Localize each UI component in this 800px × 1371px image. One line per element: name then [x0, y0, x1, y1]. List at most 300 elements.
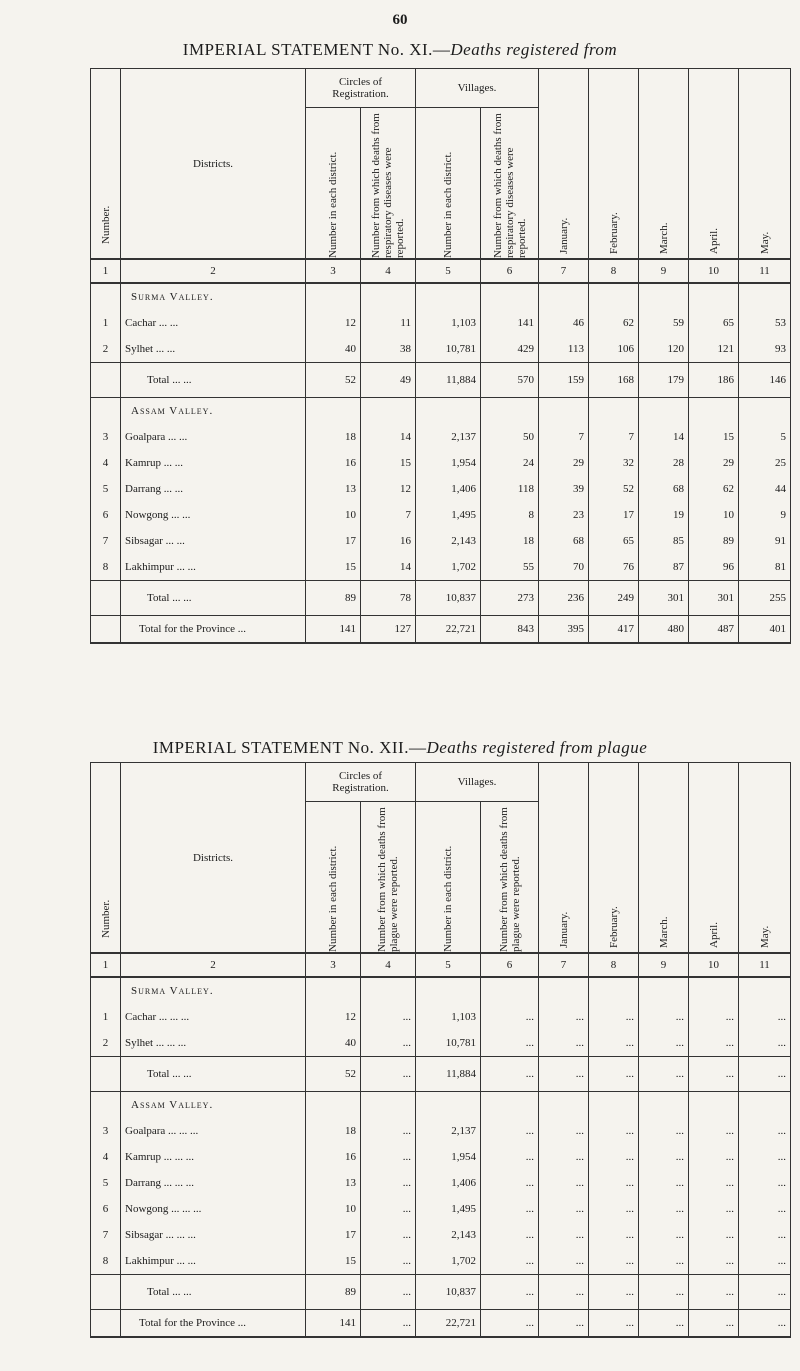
statement-12-title — [0, 738, 800, 758]
cell-col-3: 13 — [306, 1170, 361, 1196]
statement-12-body — [91, 953, 791, 1337]
cell-col-6: 55 — [481, 554, 539, 581]
cell-col-6: ... — [481, 1118, 539, 1144]
cell-col-3: 12 — [306, 310, 361, 336]
header-circles-number: Number in each district. — [306, 108, 361, 260]
cell-col-3: 16 — [306, 450, 361, 476]
cell-col-11: ... — [739, 1310, 791, 1338]
cell-col-6: ... — [481, 1196, 539, 1222]
cell-col-6: 141 — [481, 310, 539, 336]
table-row — [91, 554, 791, 581]
cell-col-10: ... — [689, 1248, 739, 1275]
cell-col-9: ... — [639, 1030, 689, 1057]
table-row — [91, 450, 791, 476]
cell-col-9: 85 — [639, 528, 689, 554]
cell-col-4: 12 — [361, 476, 416, 502]
cell-col-8: 106 — [589, 336, 639, 363]
cell-col-11: ... — [739, 1057, 791, 1092]
cell-col-5: 1,406 — [416, 476, 481, 502]
cell-col-10: 301 — [689, 581, 739, 616]
cell-col-3: 17 — [306, 528, 361, 554]
total-row — [91, 1310, 791, 1338]
cell-col-3: 18 — [306, 424, 361, 450]
header-january: January. — [539, 69, 589, 260]
row-number — [91, 616, 121, 644]
header-villages-from: Number from which deaths from respiratory diseases were reported. — [481, 108, 539, 260]
group-heading: Assam Valley. — [121, 398, 306, 425]
cell-col-6: 18 — [481, 528, 539, 554]
district-name: Total for the Province ... — [121, 616, 306, 644]
district-name: Sylhet ... ... ... — [121, 1030, 306, 1057]
cell-col-7: 395 — [539, 616, 589, 644]
cell-col-7: 23 — [539, 502, 589, 528]
cell-col-6: 570 — [481, 363, 539, 398]
cell-col-11: ... — [739, 1118, 791, 1144]
cell-col-11: ... — [739, 1275, 791, 1310]
cell-col-8: ... — [589, 1275, 639, 1310]
cell-col-5: 10,837 — [416, 581, 481, 616]
header-number: Number. — [91, 69, 121, 260]
cell-col-7: 46 — [539, 310, 589, 336]
table-row — [91, 1030, 791, 1057]
header-villages-group: Villages. — [416, 69, 539, 108]
header-may: May. — [739, 69, 791, 260]
district-name: Total for the Province ... — [121, 1310, 306, 1338]
cell-col-7: 7 — [539, 424, 589, 450]
cell-col-3: 17 — [306, 1222, 361, 1248]
district-name: Total ... ... — [121, 1057, 306, 1092]
column-number: 1 — [91, 259, 121, 283]
column-number: 5 — [416, 953, 481, 977]
cell-col-9: 14 — [639, 424, 689, 450]
cell-col-10: 15 — [689, 424, 739, 450]
cell-col-7: ... — [539, 1030, 589, 1057]
header-circles-from: Number from which deaths from respiratory diseases were reported. — [361, 108, 416, 260]
table-row — [91, 336, 791, 363]
cell-col-9: ... — [639, 1004, 689, 1030]
group-heading-row — [91, 283, 791, 310]
cell-col-7: ... — [539, 1275, 589, 1310]
cell-col-4: ... — [361, 1248, 416, 1275]
cell-col-8: ... — [589, 1196, 639, 1222]
cell-col-5: 10,837 — [416, 1275, 481, 1310]
district-name: Sibsagar ... ... ... — [121, 1222, 306, 1248]
row-number — [91, 1057, 121, 1092]
row-number — [91, 581, 121, 616]
cell-col-4: ... — [361, 1057, 416, 1092]
header-districts: Districts. — [121, 69, 306, 260]
cell-col-11: ... — [739, 1170, 791, 1196]
cell-col-6: 273 — [481, 581, 539, 616]
cell-col-4: ... — [361, 1222, 416, 1248]
table-row — [91, 310, 791, 336]
cell-col-7: 113 — [539, 336, 589, 363]
cell-col-9: ... — [639, 1057, 689, 1092]
cell-col-6: ... — [481, 1004, 539, 1030]
cell-col-6: 24 — [481, 450, 539, 476]
cell-col-9: ... — [639, 1196, 689, 1222]
cell-col-4: ... — [361, 1275, 416, 1310]
cell-col-10: ... — [689, 1310, 739, 1338]
row-number: 7 — [91, 528, 121, 554]
group-heading-row — [91, 398, 791, 425]
statement-12-table — [90, 762, 791, 1338]
table-row — [91, 476, 791, 502]
row-number — [91, 1310, 121, 1338]
cell-col-6: 118 — [481, 476, 539, 502]
cell-col-8: 168 — [589, 363, 639, 398]
cell-col-10: 10 — [689, 502, 739, 528]
table-row — [91, 1196, 791, 1222]
header-march: March. — [639, 69, 689, 260]
district-name: Goalpara ... ... — [121, 424, 306, 450]
statement-11-title-italic: Deaths registered from — [450, 40, 618, 59]
cell-col-8: 417 — [589, 616, 639, 644]
district-name: Nowgong ... ... — [121, 502, 306, 528]
cell-col-5: 1,103 — [416, 1004, 481, 1030]
cell-col-8: ... — [589, 1030, 639, 1057]
cell-col-8: ... — [589, 1222, 639, 1248]
cell-col-11: ... — [739, 1196, 791, 1222]
column-number: 8 — [589, 259, 639, 283]
cell-col-6: 50 — [481, 424, 539, 450]
cell-col-7: ... — [539, 1144, 589, 1170]
cell-col-10: ... — [689, 1057, 739, 1092]
cell-col-4: ... — [361, 1310, 416, 1338]
cell-col-8: 249 — [589, 581, 639, 616]
cell-col-5: 2,143 — [416, 528, 481, 554]
header-march: March. — [639, 763, 689, 954]
row-number — [91, 363, 121, 398]
header-villages-number: Number in each district. — [416, 802, 481, 954]
cell-col-4: 14 — [361, 554, 416, 581]
statement-12-title-main: IMPERIAL STATEMENT No. XII.— — [152, 738, 427, 757]
cell-col-5: 11,884 — [416, 1057, 481, 1092]
cell-col-8: 65 — [589, 528, 639, 554]
total-row — [91, 581, 791, 616]
cell-col-9: 28 — [639, 450, 689, 476]
cell-col-7: ... — [539, 1118, 589, 1144]
header-april: April. — [689, 69, 739, 260]
cell-col-10: 96 — [689, 554, 739, 581]
cell-col-3: 52 — [306, 363, 361, 398]
cell-col-11: ... — [739, 1222, 791, 1248]
header-may: May. — [739, 763, 791, 954]
cell-col-9: 179 — [639, 363, 689, 398]
statement-11-table — [90, 68, 791, 644]
header-circles-group: Circles of Registration. — [306, 69, 416, 108]
row-number: 1 — [91, 310, 121, 336]
cell-col-11: 5 — [739, 424, 791, 450]
cell-col-10: 89 — [689, 528, 739, 554]
header-april: April. — [689, 763, 739, 954]
cell-col-5: 1,495 — [416, 1196, 481, 1222]
cell-col-11: ... — [739, 1030, 791, 1057]
cell-col-5: 2,137 — [416, 1118, 481, 1144]
cell-col-6: ... — [481, 1030, 539, 1057]
cell-col-7: ... — [539, 1004, 589, 1030]
column-number: 10 — [689, 953, 739, 977]
cell-col-10: ... — [689, 1030, 739, 1057]
cell-col-8: 17 — [589, 502, 639, 528]
table-row — [91, 502, 791, 528]
district-name: Total ... ... — [121, 1275, 306, 1310]
row-number — [91, 1275, 121, 1310]
cell-col-11: ... — [739, 1144, 791, 1170]
cell-col-11: 93 — [739, 336, 791, 363]
cell-col-4: 14 — [361, 424, 416, 450]
district-name: Nowgong ... ... ... — [121, 1196, 306, 1222]
cell-col-3: 16 — [306, 1144, 361, 1170]
cell-col-8: ... — [589, 1248, 639, 1275]
group-heading: Surma Valley. — [121, 283, 306, 310]
cell-col-8: 62 — [589, 310, 639, 336]
row-number: 3 — [91, 1118, 121, 1144]
cell-col-10: ... — [689, 1196, 739, 1222]
cell-col-5: 22,721 — [416, 1310, 481, 1338]
cell-col-9: 68 — [639, 476, 689, 502]
header-circles-group: Circles of Registration. — [306, 763, 416, 802]
total-row — [91, 616, 791, 644]
cell-col-3: 141 — [306, 1310, 361, 1338]
cell-col-8: 52 — [589, 476, 639, 502]
cell-col-4: ... — [361, 1170, 416, 1196]
cell-col-4: 15 — [361, 450, 416, 476]
column-number-row — [91, 259, 791, 283]
cell-col-9: ... — [639, 1222, 689, 1248]
cell-col-9: ... — [639, 1144, 689, 1170]
cell-col-5: 1,954 — [416, 1144, 481, 1170]
cell-col-11: ... — [739, 1248, 791, 1275]
row-number: 6 — [91, 502, 121, 528]
cell-col-3: 141 — [306, 616, 361, 644]
district-name: Kamrup ... ... ... — [121, 1144, 306, 1170]
cell-col-6: 8 — [481, 502, 539, 528]
cell-col-8: ... — [589, 1310, 639, 1338]
row-number: 8 — [91, 554, 121, 581]
cell-col-3: 10 — [306, 502, 361, 528]
cell-col-10: ... — [689, 1222, 739, 1248]
cell-col-8: 7 — [589, 424, 639, 450]
cell-col-6: ... — [481, 1275, 539, 1310]
column-number: 8 — [589, 953, 639, 977]
column-number-row — [91, 953, 791, 977]
row-number: 5 — [91, 1170, 121, 1196]
district-name: Lakhimpur ... ... — [121, 1248, 306, 1275]
column-number: 2 — [121, 259, 306, 283]
cell-col-10: ... — [689, 1118, 739, 1144]
header-january: January. — [539, 763, 589, 954]
table-row — [91, 1144, 791, 1170]
cell-col-9: 87 — [639, 554, 689, 581]
cell-col-5: 22,721 — [416, 616, 481, 644]
cell-col-8: ... — [589, 1057, 639, 1092]
cell-col-7: ... — [539, 1196, 589, 1222]
cell-col-5: 11,884 — [416, 363, 481, 398]
header-february: February. — [589, 763, 639, 954]
table-row — [91, 1222, 791, 1248]
cell-col-8: ... — [589, 1004, 639, 1030]
district-name: Kamrup ... ... — [121, 450, 306, 476]
cell-col-10: ... — [689, 1004, 739, 1030]
column-number: 9 — [639, 953, 689, 977]
cell-col-9: 480 — [639, 616, 689, 644]
cell-col-10: ... — [689, 1144, 739, 1170]
cell-col-10: 62 — [689, 476, 739, 502]
cell-col-4: ... — [361, 1118, 416, 1144]
row-number: 5 — [91, 476, 121, 502]
cell-col-6: ... — [481, 1057, 539, 1092]
header-villages-group: Villages. — [416, 763, 539, 802]
cell-col-11: 91 — [739, 528, 791, 554]
column-number: 11 — [739, 953, 791, 977]
column-number: 4 — [361, 259, 416, 283]
total-row — [91, 363, 791, 398]
cell-col-3: 15 — [306, 554, 361, 581]
cell-col-4: 49 — [361, 363, 416, 398]
column-number: 5 — [416, 259, 481, 283]
cell-col-11: 44 — [739, 476, 791, 502]
column-number: 7 — [539, 259, 589, 283]
cell-col-5: 1,103 — [416, 310, 481, 336]
cell-col-5: 1,702 — [416, 1248, 481, 1275]
column-number: 10 — [689, 259, 739, 283]
group-heading-row — [91, 977, 791, 1004]
row-number: 8 — [91, 1248, 121, 1275]
district-name: Sylhet ... ... — [121, 336, 306, 363]
cell-col-4: ... — [361, 1030, 416, 1057]
table-row — [91, 1118, 791, 1144]
header-villages-from: Number from which deaths from plague were reported. — [481, 802, 539, 954]
cell-col-5: 2,143 — [416, 1222, 481, 1248]
cell-col-6: ... — [481, 1144, 539, 1170]
row-number: 1 — [91, 1004, 121, 1030]
cell-col-6: ... — [481, 1170, 539, 1196]
cell-col-3: 89 — [306, 1275, 361, 1310]
district-name: Sibsagar ... ... — [121, 528, 306, 554]
district-name: Darrang ... ... ... — [121, 1170, 306, 1196]
group-heading: Surma Valley. — [121, 977, 306, 1004]
cell-col-9: 19 — [639, 502, 689, 528]
cell-col-6: ... — [481, 1310, 539, 1338]
total-row — [91, 1275, 791, 1310]
cell-col-7: 70 — [539, 554, 589, 581]
district-name: Total ... ... — [121, 363, 306, 398]
row-number: 3 — [91, 424, 121, 450]
row-number: 2 — [91, 1030, 121, 1057]
header-circles-number: Number in each district. — [306, 802, 361, 954]
cell-col-3: 52 — [306, 1057, 361, 1092]
cell-col-8: ... — [589, 1118, 639, 1144]
cell-col-4: 78 — [361, 581, 416, 616]
cell-col-3: 40 — [306, 1030, 361, 1057]
column-number: 3 — [306, 953, 361, 977]
column-number: 6 — [481, 259, 539, 283]
cell-col-5: 1,702 — [416, 554, 481, 581]
cell-col-7: 236 — [539, 581, 589, 616]
cell-col-8: 32 — [589, 450, 639, 476]
cell-col-11: 53 — [739, 310, 791, 336]
cell-col-3: 12 — [306, 1004, 361, 1030]
cell-col-11: 9 — [739, 502, 791, 528]
cell-col-4: ... — [361, 1144, 416, 1170]
cell-col-10: 121 — [689, 336, 739, 363]
cell-col-4: 11 — [361, 310, 416, 336]
cell-col-3: 40 — [306, 336, 361, 363]
row-number: 2 — [91, 336, 121, 363]
table-row — [91, 528, 791, 554]
cell-col-9: ... — [639, 1275, 689, 1310]
cell-col-5: 10,781 — [416, 1030, 481, 1057]
cell-col-9: 120 — [639, 336, 689, 363]
column-number: 2 — [121, 953, 306, 977]
cell-col-9: ... — [639, 1310, 689, 1338]
district-name: Cachar ... ... — [121, 310, 306, 336]
table-row — [91, 1248, 791, 1275]
cell-col-6: ... — [481, 1222, 539, 1248]
cell-col-11: 401 — [739, 616, 791, 644]
page-number: 60 — [392, 12, 408, 28]
table-row — [91, 1170, 791, 1196]
row-number: 4 — [91, 1144, 121, 1170]
column-number: 6 — [481, 953, 539, 977]
cell-col-7: ... — [539, 1170, 589, 1196]
cell-col-9: ... — [639, 1170, 689, 1196]
cell-col-6: 843 — [481, 616, 539, 644]
column-number: 7 — [539, 953, 589, 977]
cell-col-7: ... — [539, 1310, 589, 1338]
table-row — [91, 1004, 791, 1030]
header-number: Number. — [91, 763, 121, 954]
cell-col-5: 10,781 — [416, 336, 481, 363]
statement-11-body — [91, 259, 791, 643]
cell-col-7: ... — [539, 1057, 589, 1092]
cell-col-4: 127 — [361, 616, 416, 644]
statement-11-title — [0, 40, 800, 60]
cell-col-9: 59 — [639, 310, 689, 336]
district-name: Lakhimpur ... ... — [121, 554, 306, 581]
cell-col-9: ... — [639, 1118, 689, 1144]
cell-col-7: 68 — [539, 528, 589, 554]
cell-col-3: 13 — [306, 476, 361, 502]
group-heading-row — [91, 1092, 791, 1119]
district-name: Total ... ... — [121, 581, 306, 616]
cell-col-11: 146 — [739, 363, 791, 398]
row-number: 6 — [91, 1196, 121, 1222]
column-number: 4 — [361, 953, 416, 977]
cell-col-5: 1,954 — [416, 450, 481, 476]
group-heading: Assam Valley. — [121, 1092, 306, 1119]
cell-col-6: ... — [481, 1248, 539, 1275]
cell-col-3: 18 — [306, 1118, 361, 1144]
column-number: 1 — [91, 953, 121, 977]
cell-col-8: ... — [589, 1144, 639, 1170]
table-row — [91, 424, 791, 450]
column-number: 3 — [306, 259, 361, 283]
cell-col-7: 29 — [539, 450, 589, 476]
district-name: Darrang ... ... — [121, 476, 306, 502]
cell-col-5: 1,406 — [416, 1170, 481, 1196]
cell-col-4: ... — [361, 1196, 416, 1222]
statement-12-title-italic: Deaths registered from plague — [426, 738, 648, 757]
cell-col-11: 25 — [739, 450, 791, 476]
cell-col-11: 81 — [739, 554, 791, 581]
cell-col-5: 2,137 — [416, 424, 481, 450]
total-row — [91, 1057, 791, 1092]
cell-col-3: 89 — [306, 581, 361, 616]
cell-col-3: 15 — [306, 1248, 361, 1275]
cell-col-3: 10 — [306, 1196, 361, 1222]
